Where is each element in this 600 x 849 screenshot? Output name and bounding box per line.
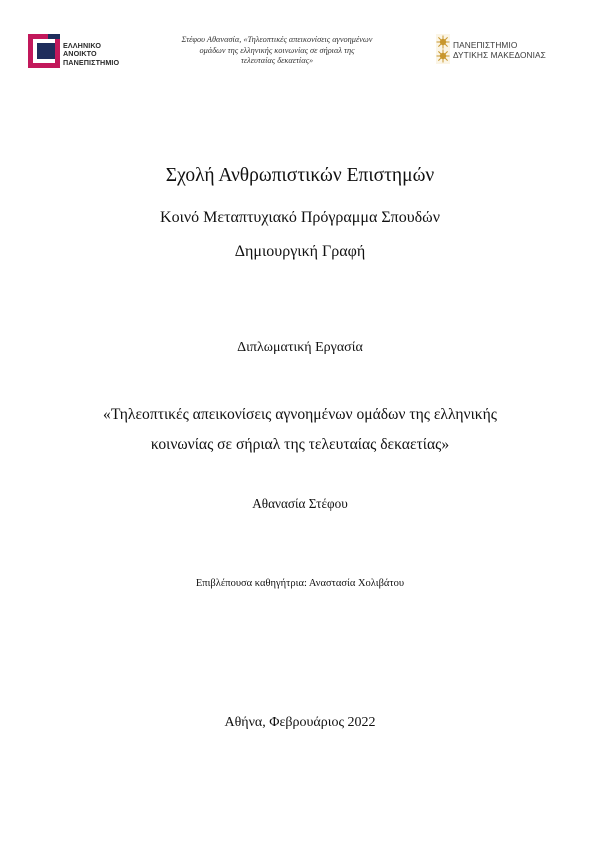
- running-head-line-3: τελευταίας δεκαετίας»: [240, 56, 314, 66]
- specialization: Δημιουργική Γραφή: [234, 243, 366, 260]
- eap-logo: [28, 34, 128, 70]
- eap-logo-line-2: ΑΝΟΙΚΤΟ: [63, 49, 97, 59]
- eap-logo-line-3: ΠΑΝΕΠΙΣΤΗΜΙΟ: [63, 57, 120, 67]
- thesis-title-line-1: «Τηλεοπτικές απεικονίσεις αγνοημένων ομάδων της ελληνικής: [103, 406, 497, 423]
- uowm-logo-line-2: ΔΥΤΙΚΗΣ ΜΑΚΕΔΟΝΙΑΣ: [453, 50, 546, 60]
- vergina-sun-icon: [436, 34, 450, 64]
- running-head: [148, 35, 406, 67]
- thesis-type: Διπλωματική Εργασία: [237, 340, 363, 355]
- uowm-logo: [436, 34, 546, 70]
- thesis-title-line-2: κοινωνίας σε σήριαλ της τελευταίας δεκαετίας»: [150, 436, 450, 453]
- running-head-line-2: ομάδων της ελληνικής κοινωνίας σε σήριαλ της: [199, 45, 355, 55]
- author-name: Αθανασία Στέφου: [252, 496, 348, 511]
- uowm-logo-line-1: ΠΑΝΕΠΙΣΤΗΜΙΟ: [453, 40, 518, 50]
- place-date: Αθήνα, Φεβρουάριος 2022: [224, 715, 376, 730]
- page-header: [0, 28, 600, 78]
- running-head-line-1: Στέφου Αθανασία, «Τηλεοπτικές απεικονίσεις αγνοημένων: [181, 35, 373, 44]
- school-name: Σχολή Ανθρωπιστικών Επιστημών: [165, 165, 435, 186]
- eap-emblem-icon: [28, 34, 60, 68]
- program-name: Κοινό Μεταπτυχιακό Πρόγραμμα Σπουδών: [160, 209, 440, 226]
- supervisor: Επιβλέπουσα καθηγήτρια: Αναστασία Χολιβάτου: [195, 578, 405, 589]
- eap-logo-line-1: ΕΛΛΗΝΙΚΟ: [63, 41, 102, 50]
